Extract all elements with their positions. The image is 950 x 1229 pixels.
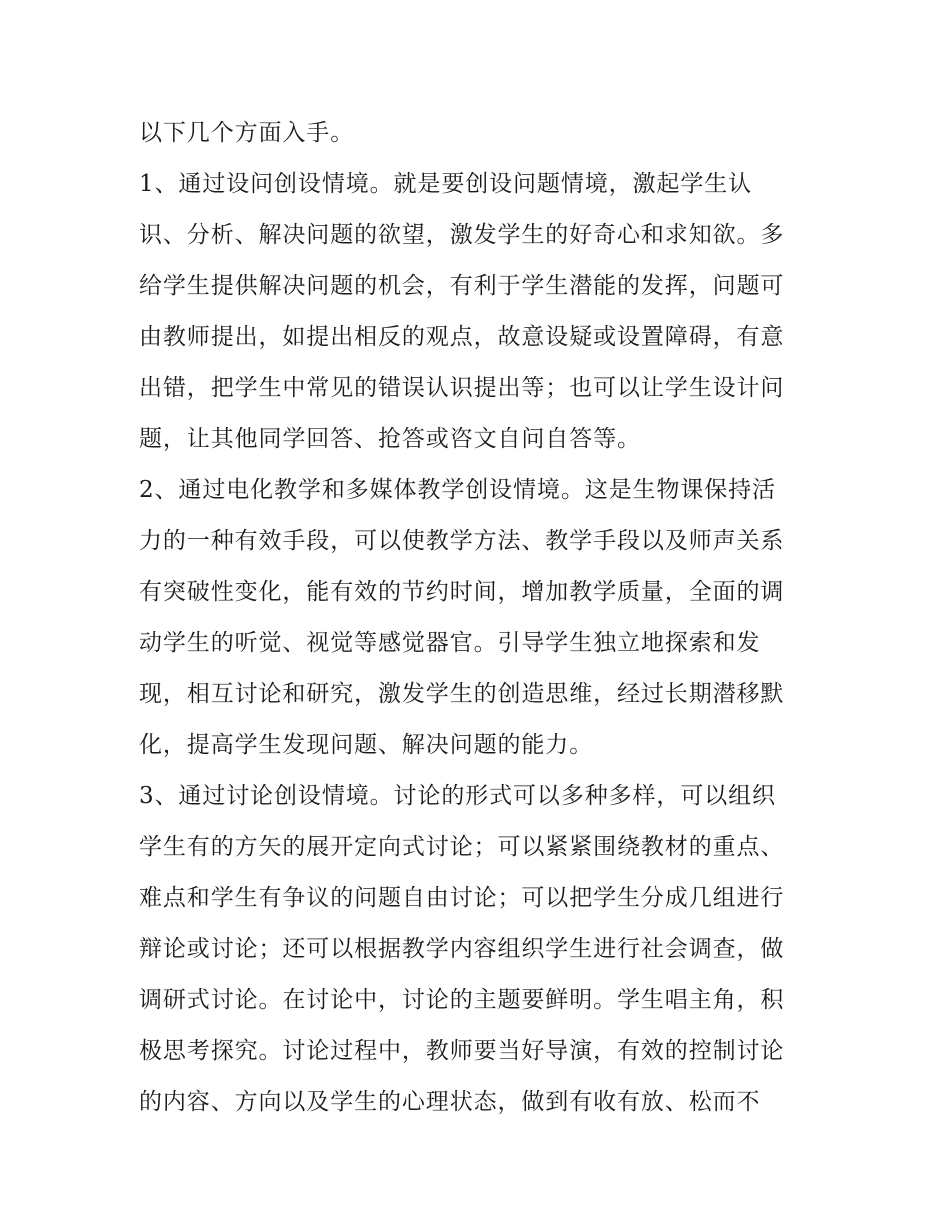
text-line: 给学生提供解决问题的机会，有利于学生潜能的发挥，问题可	[139, 273, 785, 299]
text-line: 题，让其他同学回答、抢答或咨文自问自答等。	[139, 426, 641, 452]
text-line: 以下几个方面入手。	[139, 120, 355, 146]
text-line: 学生有的方矢的展开定向式讨论；可以紧紧围绕教材的重点、	[139, 834, 785, 860]
text-line: 3、通过讨论创设情境。讨论的形式可以多种多样，可以组织	[139, 783, 776, 809]
text-line: 2、通过电化教学和多媒体教学创设情境。这是生物课保持活	[139, 477, 776, 503]
text-line: 化，提高学生发现问题、解决问题的能力。	[139, 732, 594, 758]
text-line: 极思考探究。讨论过程中，教师要当好导演，有效的控制讨论	[139, 1038, 785, 1064]
text-line: 识、分析、解决问题的欲望，激发学生的好奇心和求知欲。多	[139, 222, 785, 248]
text-line: 辩论或讨论；还可以根据教学内容组织学生进行社会调查，做	[139, 936, 785, 962]
text-line: 的内容、方向以及学生的心理状态，做到有收有放、松而不	[139, 1089, 761, 1115]
text-line: 调研式讨论。在讨论中，讨论的主题要鲜明。学生唱主角，积	[139, 987, 785, 1013]
text-line: 1、通过设问创设情境。就是要创设问题情境，激起学生认	[139, 171, 753, 197]
text-line: 出错，把学生中常见的错误认识提出等；也可以让学生设计问	[139, 375, 785, 401]
text-line: 有突破性变化，能有效的节约时间，增加教学质量，全面的调	[139, 579, 785, 605]
body-text	[139, 108, 819, 1128]
text-line: 力的一种有效手段，可以使教学方法、教学手段以及师声关系	[139, 528, 785, 554]
text-line: 由教师提出，如提出相反的观点，故意设疑或设置障碍，有意	[139, 324, 785, 350]
text-line: 现，相互讨论和研究，激发学生的创造思维，经过长期潜移默	[139, 681, 785, 707]
text-line: 难点和学生有争议的问题自由讨论；可以把学生分成几组进行	[139, 885, 785, 911]
text-line: 动学生的听觉、视觉等感觉器官。引导学生独立地探索和发	[139, 630, 761, 656]
